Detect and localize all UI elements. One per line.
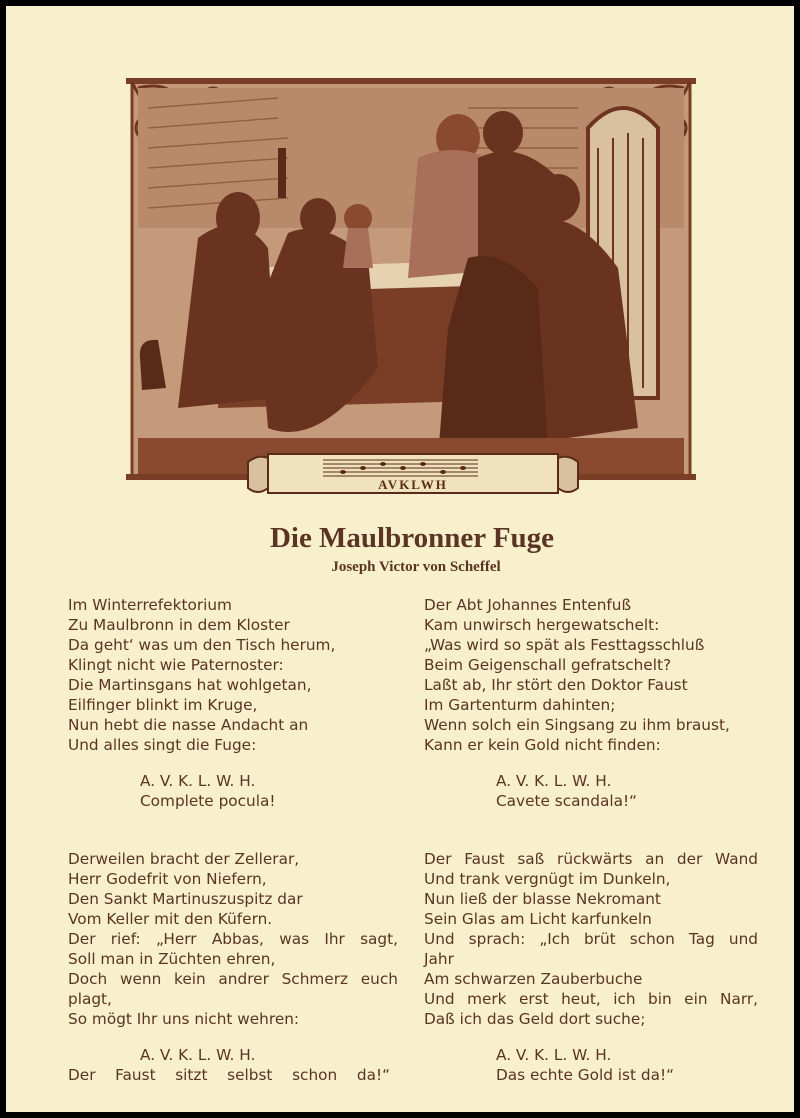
refrain [424,1045,758,1085]
banner-signature: AVKLWH [378,477,448,492]
verse-line: Derweilen bracht der Zellerar, [68,850,300,868]
verse-line: Und merk erst heut, ich bin ein Narr, [424,990,758,1008]
verse-line: Eilfinger blinkt im Kruge, [68,696,258,714]
verse-line: Sein Glas am Licht karfunkeln [424,910,652,928]
verse-line: Jahr [424,950,454,968]
verse-line: Die Martinsgans hat wohlgetan, [68,676,312,694]
poem-title: Die Maulbronner Fuge [269,522,555,554]
verse-line: Daß ich das Geld dort suche; [424,1010,646,1028]
verse-line: Und trank vergnügt im Dunkeln, [424,870,671,888]
postcard [6,6,794,1112]
refrain-line: Cavete scandala!“ [496,792,638,810]
refrain-line: A. V. K. L. W. H. [140,1046,256,1064]
verse-line: Beim Geigenschall gefratschelt? [424,656,672,674]
verse-line: Nun ließ der blasse Nekromant [424,890,661,908]
stanza [68,595,398,755]
poem-author: Joseph Victor von Scheffel [331,559,501,575]
verse-line: Der Faust saß rückwärts an der Wand [424,850,758,868]
refrain-line: Das echte Gold ist da!“ [496,1066,675,1084]
engraving-illustration [118,68,704,498]
refrain-line: A. V. K. L. W. H. [496,1046,612,1064]
verse-line: Soll man in Züchten ehren, [68,950,276,968]
stanza [424,595,758,755]
verse-line: Kann er kein Gold nicht finden: [424,736,661,754]
refrain-line: Complete pocula! [140,792,276,810]
verse-line: Laßt ab, Ihr stört den Doktor Faust [424,676,688,694]
verse-line: Nun hebt die nasse Andacht an [68,716,309,734]
verse-line: Kam unwirsch hergewatschelt: [424,616,660,634]
verse-line: plagt, [68,990,112,1008]
refrain [68,771,398,811]
verse-line: Der Abt Johannes Entenfuß [424,596,632,614]
stanza [424,849,758,1029]
verse-line: Und alles singt die Fuge: [68,736,257,754]
verse-line: Der rief: „Herr Abbas, was Ihr sagt, [68,930,398,948]
verse-line: „Was wird so spät als Festtagsschluß [424,636,705,654]
verse-line: Und sprach: „Ich brüt schon Tag und [424,930,758,948]
refrain [68,1045,398,1085]
refrain-line: A. V. K. L. W. H. [496,772,612,790]
verse-line: Doch wenn kein andrer Schmerz euch [68,970,398,988]
verse-line: Am schwarzen Zauberbuche [424,970,643,988]
verse-line: Im Winterrefektorium [68,596,232,614]
verse-line: Vom Keller mit den Küfern. [68,910,273,928]
verse-line: Im Gartenturm dahinten; [424,696,616,714]
refrain-line: Der Faust sitzt selbst schon da!“ [68,1066,390,1084]
left-column [68,595,398,1085]
verse-line: Da geht‘ was um den Tisch herum, [68,636,336,654]
verse-line: Zu Maulbronn in dem Kloster [68,616,290,634]
stanza [68,849,398,1029]
verse-line: Den Sankt Martinuszuspitz dar [68,890,303,908]
verse-line: Wenn solch ein Singsang zu ihm braust, [424,716,730,734]
right-column [424,595,758,1085]
refrain-line: A. V. K. L. W. H. [140,772,256,790]
verse-line: Klingt nicht wie Paternoster: [68,656,284,674]
verse-line: So mögt Ihr uns nicht wehren: [68,1010,300,1028]
music-banner [248,454,578,493]
verse-line: Herr Godefrit von Niefern, [68,870,267,888]
refrain [424,771,758,811]
